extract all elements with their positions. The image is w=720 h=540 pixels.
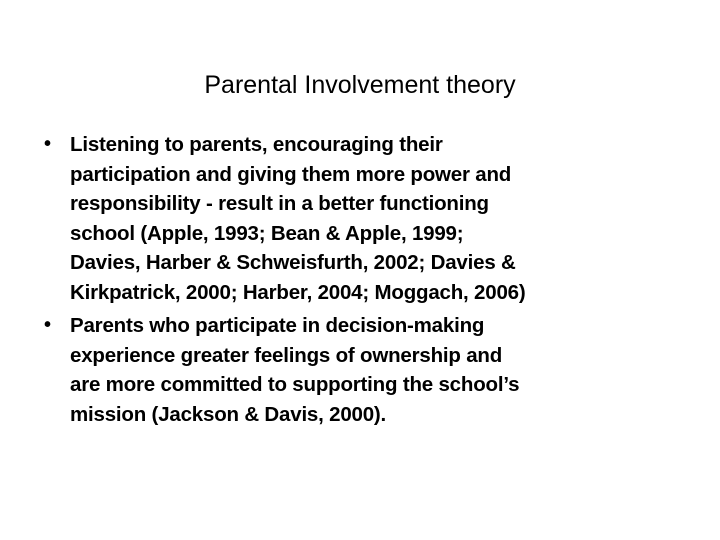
bullet-item bbox=[44, 311, 680, 429]
bullet-list bbox=[44, 130, 680, 433]
bullet-line: Davies, Harber & Schweisfurth, 2002; Davies & bbox=[70, 251, 516, 274]
bullet-line: participation and giving them more power and bbox=[70, 162, 512, 186]
bullet-text bbox=[70, 311, 680, 429]
bullet-line: experience greater feelings of ownership and bbox=[70, 343, 503, 367]
bullet-line: Listening to parents, encouraging their bbox=[70, 133, 443, 156]
bullet-line: responsibility - result in a better functioning bbox=[70, 192, 489, 215]
slide-title: Parental Involvement theory bbox=[204, 71, 516, 99]
bullet-line: mission (Jackson & Davis, 2000). bbox=[70, 402, 387, 426]
bullet-line: Parents who participate in decision-making bbox=[70, 314, 485, 337]
bullet-icon: • bbox=[44, 314, 52, 336]
bullet-line: Kirkpatrick, 2000; Harber, 2004; Moggach, 2006) bbox=[70, 280, 526, 304]
bullet-icon: • bbox=[44, 133, 52, 155]
bullet-line: school (Apple, 1993; Bean & Apple, 1999; bbox=[70, 221, 464, 245]
bullet-text bbox=[70, 130, 680, 307]
bullet-item bbox=[44, 130, 680, 307]
bullet-line: are more committed to supporting the school’s bbox=[70, 373, 520, 396]
